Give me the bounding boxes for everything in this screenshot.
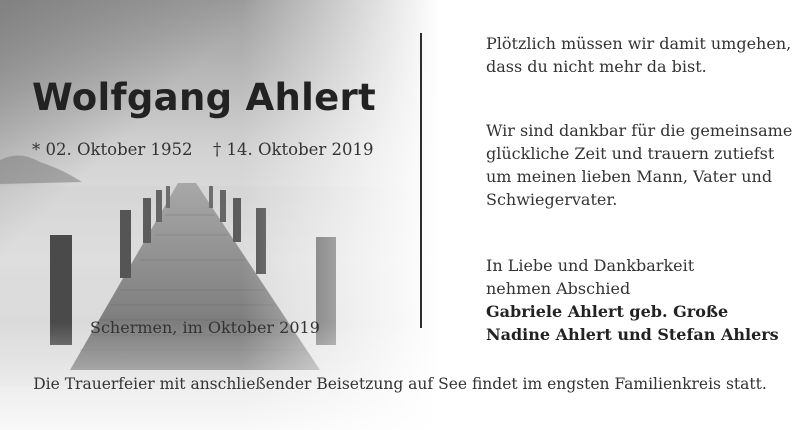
funeral-note: Die Trauerfeier mit anschließender Beisetzung auf See findet im engsten Familienkreis statt.: [33, 375, 767, 393]
thanks-line: Schwiegervater.: [486, 190, 618, 209]
thanks-line: glückliche Zeit und trauern zutiefst: [486, 144, 775, 163]
farewell-line: nehmen Abschied: [486, 279, 631, 298]
thanks-line: um meinen lieben Mann, Vater und: [486, 167, 773, 186]
verse-text: [486, 32, 791, 78]
vertical-divider: [420, 33, 422, 328]
place-date: Schermen, im Oktober 2019: [90, 318, 320, 337]
thanks-line: Wir sind dankbar für die gemeinsame: [486, 121, 793, 140]
farewell-line: In Liebe und Dankbarkeit: [486, 256, 695, 275]
death-date: † 14. Oktober 2019: [213, 140, 374, 159]
birth-date: * 02. Oktober 1952: [32, 140, 193, 159]
verse-line: dass du nicht mehr da bist.: [486, 57, 707, 76]
mourner-name: Gabriele Ahlert geb. Große: [486, 302, 729, 321]
mourner-name: Nadine Ahlert und Stefan Ahlers: [486, 325, 779, 344]
farewell-block: [486, 254, 779, 346]
verse-line: Plötzlich müssen wir damit umgehen,: [486, 34, 792, 53]
thanks-text: [486, 119, 792, 211]
deceased-name: Wolfgang Ahlert: [32, 76, 377, 119]
